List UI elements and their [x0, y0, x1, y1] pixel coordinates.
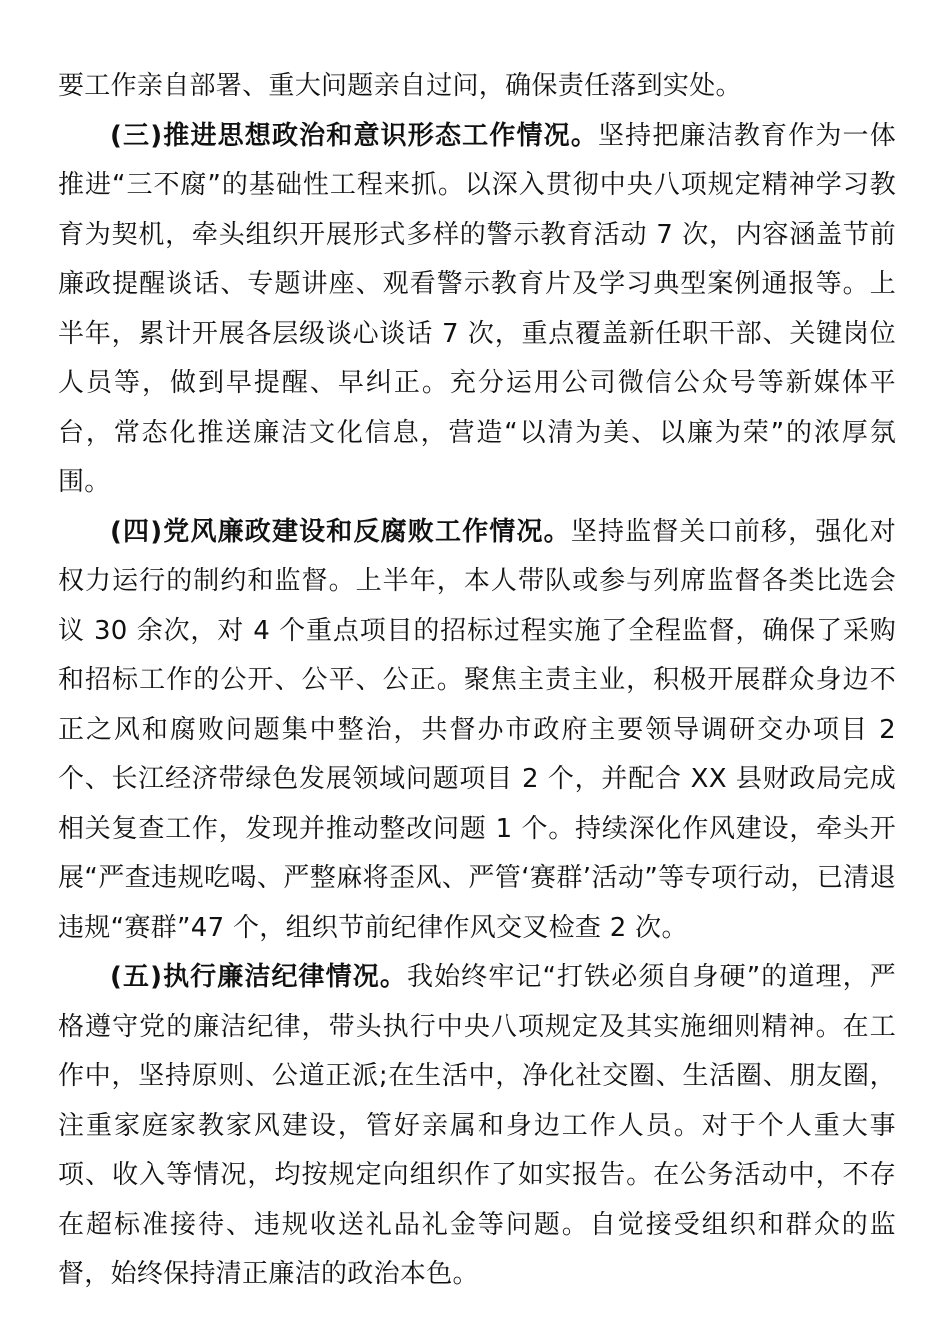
paragraph-section-3 [58, 112, 896, 508]
paragraph-text: 坚持监督关口前移，强化对权力运行的制约和监督。上半年，本人带队或参与列席监督各类比选会议 30 余次，对 4 个重点项目的招标过程实施了全程监督，确保了采购和招标工作的公开、公平、公正。聚焦主责主业，积极开展群众身边不正之风和腐败问题集中整治，共督办市政府主要领导调研交办项目 2 个、长江经济带绿色发展领域问题项目 2 个，并配合 XX 县财政局完成相关复查工作，发现并推动整改问题 1 个。持续深化作风建设，牵头开展“严查违规吃喝、严整麻将歪风、严管‘赛群’活动”等专项行动，已清退违规“赛群”47 个，组织节前纪律作风交叉检查 2 次。 [58, 516, 896, 943]
section-heading: (五)执行廉洁纪律情况。 [110, 962, 407, 992]
section-heading: (三)推进思想政治和意识形态工作情况。 [110, 120, 598, 151]
document-page [58, 62, 896, 1300]
paragraph-continuation [58, 62, 896, 112]
paragraph-section-4 [58, 508, 896, 954]
section-heading: (四)党风廉政建设和反腐败工作情况。 [110, 516, 571, 547]
paragraph-text: 我始终牢记“打铁必须自身硬”的道理，严格遵守党的廉洁纪律，带头执行中央八项规定及其实施细则精神。在工作中，坚持原则、公道正派;在生活中，净化社交圈、生活圈、朋友圈，注重家庭家教家风建设，管好亲属和身边工作人员。对于个人重大事项、收入等情况，均按规定向组织作了如实报告。在公务活动中，不存在超标准接待、违规收送礼品礼金等问题。自觉接受组织和群众的监督，始终保持清正廉洁的政治本色。 [58, 962, 896, 1289]
paragraph-section-5 [58, 953, 896, 1300]
paragraph-text: 要工作亲自部署、重大问题亲自过问，确保责任落到实处。 [58, 71, 742, 101]
paragraph-text: 坚持把廉洁教育作为一体推进“三不腐”的基础性工程来抓。以深入贯彻中央八项规定精神学习教育为契机，牵头组织开展形式多样的警示教育活动 7 次，内容涵盖节前廉政提醒谈话、专题讲座、观看警示教育片及学习典型案例通报等。上半年，累计开展各层级谈心谈话 7 次，重点覆盖新任职干部、关键岗位人员等，做到早提醒、早纠正。充分运用公司微信公众号等新媒体平台，常态化推送廉洁文化信息，营造“以清为美、以廉为荣”的浓厚氛围。 [58, 120, 896, 497]
